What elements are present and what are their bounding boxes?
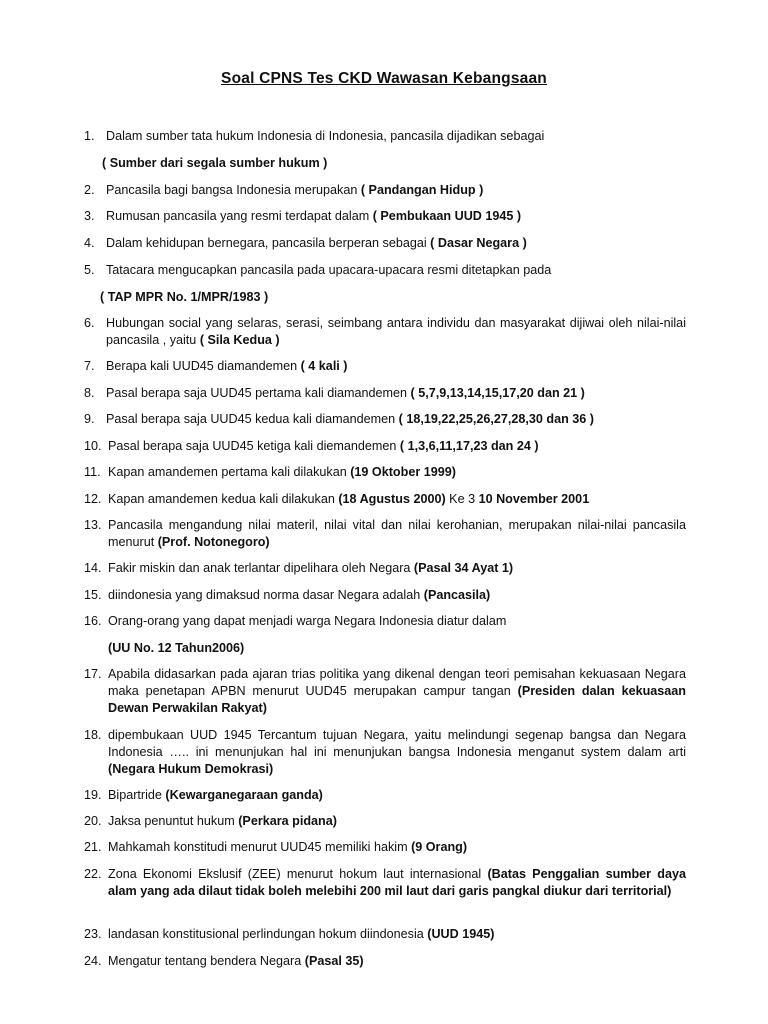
item-number: 16. <box>84 614 102 628</box>
item-question: Pasal berapa saja UUD45 ketiga kali diemandemen <box>108 439 400 453</box>
item-question: Jaksa penuntut hukum <box>108 814 239 828</box>
item-answer: (Pasal 34 Ayat 1) <box>413 561 514 575</box>
item-number: 17. <box>84 667 102 681</box>
item-number: 20. <box>84 814 102 828</box>
item-number: 6. <box>84 316 95 330</box>
item-number: 14. <box>84 561 102 575</box>
item-number: 5. <box>84 263 95 277</box>
item-number: 9. <box>84 412 95 426</box>
item-question: Pancasila bagi bangsa Indonesia merupakan <box>106 183 361 197</box>
item-answer: (Pancasila) <box>423 588 491 602</box>
item-question: Dalam sumber tata hukum Indonesia di Indonesia, pancasila dijadikan sebagai <box>106 129 545 143</box>
list-item <box>84 866 686 900</box>
item-answer-part: 10 November 2001 <box>478 492 590 506</box>
list-item <box>84 517 686 551</box>
item-answer: ( TAP MPR No. 1/MPR/1983 ) <box>100 290 269 304</box>
list-item <box>84 839 467 856</box>
item-question: dipembukaan UUD 1945 Tercantum tujuan Negara, yaitu melindungi segenap bangsa dan Negara Indonesia ….. ini menunjukan hal ini menunjukan bangsa Indonesia menganut system dalam arti <box>108 728 686 759</box>
page-title: Soal CPNS Tes CKD Wawasan Kebangsaan <box>221 70 547 87</box>
item-answer: ( Pembukaan UUD 1945 ) <box>372 209 522 223</box>
list-item <box>84 208 521 225</box>
item-number: 10. <box>84 439 102 453</box>
item-number: 15. <box>84 588 102 602</box>
list-item <box>84 613 506 630</box>
item-answer: ( 4 kali ) <box>300 359 348 373</box>
item-answer: (UU No. 12 Tahun2006) <box>108 641 245 655</box>
item-question: Pancasila mengandung nilai materil, nilai vital dan nilai kerohanian, merupakan nilai-nilai pancasila menurut <box>108 518 686 549</box>
item-question: Pasal berapa saja UUD45 kedua kali diamandemen <box>106 412 399 426</box>
item-question: Berapa kali UUD45 diamandemen <box>106 359 301 373</box>
item-question: Tatacara mengucapkan pancasila pada upacara-upacara resmi ditetapkan pada <box>106 263 552 277</box>
item-number: 1. <box>84 129 95 143</box>
item-answer: (19 Oktober 1999) <box>350 465 456 479</box>
item-number: 19. <box>84 788 102 802</box>
item-answer: (Batas Penggalian sumber daya alam yang ada dilaut tidak boleh melebihi 200 mil laut dari garis pangkal diukur dari territorial) <box>108 867 686 898</box>
item-question: Fakir miskin dan anak terlantar dipelihara oleh Negara <box>108 561 414 575</box>
list-item <box>84 358 348 375</box>
item-question: Pasal berapa saja UUD45 pertama kali diamandemen <box>106 386 411 400</box>
item-question: Hubungan social yang selaras, serasi, seimbang antara individu dan masyarakat dijiwai oleh nilai-nilai pancasila , yaitu <box>106 316 686 347</box>
item-answer: (Presiden dalan kekuasaan Dewan Perwakilan Rakyat) <box>108 683 686 715</box>
list-item <box>84 235 527 252</box>
list-item <box>84 587 490 604</box>
item-question: Dalam kehidupan bernegara, pancasila berperan sebagai <box>106 236 431 250</box>
item-number: 8. <box>84 386 95 400</box>
item-answer: ( 5,7,9,13,14,15,17,20 dan 21 ) <box>410 386 585 400</box>
list-item <box>84 315 686 349</box>
item-question: Kapan amandemen pertama kali dilakukan <box>108 465 351 479</box>
item-answer: (Negara Hukum Demokrasi) <box>108 761 274 776</box>
list-item <box>84 128 544 145</box>
item-answer: ( 1,3,6,11,17,23 dan 24 ) <box>399 439 539 453</box>
list-item <box>84 464 456 481</box>
item-number: 18. <box>84 728 102 742</box>
item-number: 11. <box>84 465 101 479</box>
list-item <box>84 953 364 970</box>
item-question: Orang-orang yang dapat menjadi warga Negara Indonesia diatur dalam <box>108 614 507 628</box>
list-item <box>84 666 686 716</box>
item-question: Mengatur tentang bendera Negara <box>108 954 305 968</box>
item-question: landasan konstitusional perlindungan hokum diindonesia <box>108 927 428 941</box>
item-question: diindonesia yang dimaksud norma dasar Negara adalah <box>108 588 424 602</box>
item-question-part: Ke 3 <box>445 492 479 506</box>
item-answer: (18 Agustus 2000) <box>338 492 446 506</box>
list-item <box>84 438 539 455</box>
item-answer: (Perkara pidana) <box>238 814 337 828</box>
item-number: 3. <box>84 209 95 223</box>
item-number: 21. <box>84 840 102 854</box>
item-question: Bipartride <box>108 788 166 802</box>
item-question: Mahkamah konstitudi menurut UUD45 memiliki hakim <box>108 840 412 854</box>
item-answer: (Kewarganegaraan ganda) <box>165 788 323 802</box>
list-item <box>84 491 589 508</box>
item-number: 7. <box>84 359 95 373</box>
item-answer: (9 Orang) <box>411 840 468 854</box>
item-question: Apabila didasarkan pada ajaran trias politika yang dikenal dengan teori pemisahan kekuasaan Negara maka penetapan APBN menurut UUD45 merupakan campur tangan <box>108 667 686 698</box>
item-number: 24. <box>84 954 102 968</box>
list-item <box>84 411 594 428</box>
item-answer: (Prof. Notonegoro) <box>157 534 270 549</box>
list-item <box>84 787 323 804</box>
item-number: 22. <box>84 867 102 881</box>
item-number: 4. <box>84 236 95 250</box>
item-answer: ( Sumber dari segala sumber hukum ) <box>102 156 328 170</box>
item-number: 2. <box>84 183 95 197</box>
item-answer: ( 18,19,22,25,26,27,28,30 dan 36 ) <box>398 412 594 426</box>
item-answer: (UUD 1945) <box>427 927 495 941</box>
item-answer: (Pasal 35) <box>304 954 364 968</box>
item-question: Rumusan pancasila yang resmi terdapat dalam <box>106 209 373 223</box>
list-item <box>84 560 513 577</box>
item-answer: ( Dasar Negara ) <box>430 236 527 250</box>
item-answer: ( Pandangan Hidup ) <box>360 183 484 197</box>
list-item <box>84 926 494 943</box>
item-answer: ( Sila Kedua ) <box>199 332 280 347</box>
list-item <box>84 385 585 402</box>
item-number: 12. <box>84 492 102 506</box>
list-item <box>84 727 686 777</box>
list-item <box>84 182 483 199</box>
list-item <box>84 262 551 279</box>
list-item <box>84 813 337 830</box>
item-number: 13. <box>84 518 102 532</box>
item-number: 23. <box>84 927 102 941</box>
item-question: Zona Ekonomi Ekslusif (ZEE) menurut hokum laut internasional <box>108 867 488 881</box>
item-question: Kapan amandemen kedua kali dilakukan <box>108 492 339 506</box>
